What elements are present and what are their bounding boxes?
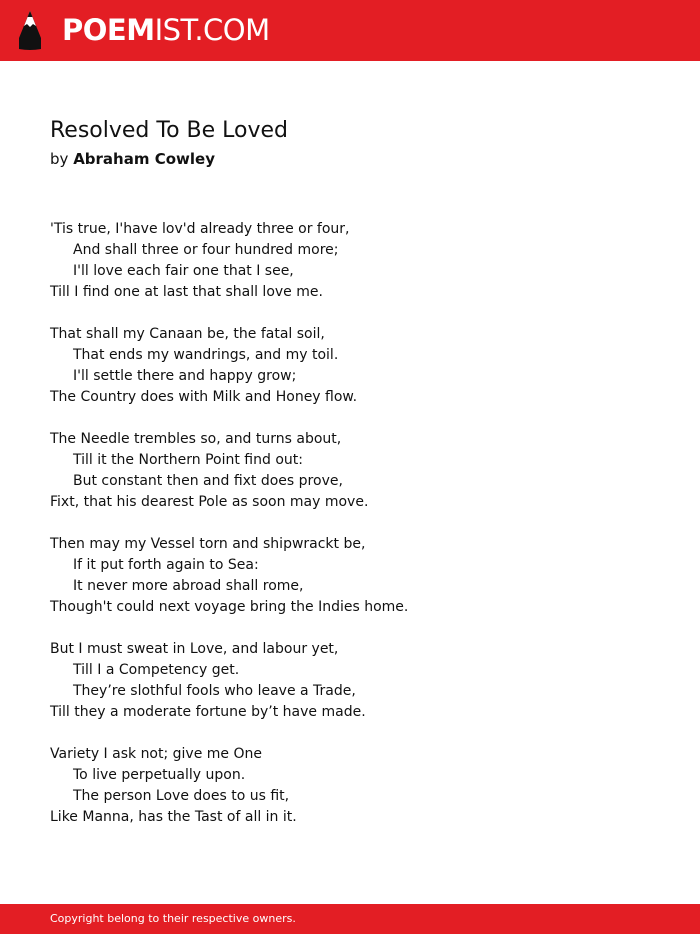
site-header [0, 0, 700, 61]
author-name: Abraham Cowley [73, 150, 215, 168]
poem-line: I'll love each fair one that I see, [73, 263, 294, 279]
poem-body [50, 219, 670, 849]
copyright-notice: Copyright belong to their respective owners. [50, 912, 296, 925]
poem-line: Till it the Northern Point find out: [73, 452, 303, 468]
site-footer [0, 904, 700, 934]
pencil-tip-icon [18, 10, 42, 51]
logo-brand-bold: POEM [62, 13, 155, 47]
poem-line: Variety I ask not; give me One [50, 746, 262, 762]
poem-line: Like Manna, has the Tast of all in it. [50, 809, 297, 825]
by-label: by [50, 150, 69, 168]
poem-line: Till I a Competency get. [73, 662, 240, 678]
poem-line: But I must sweat in Love, and labour yet, [50, 641, 339, 657]
poem-line: Till they a moderate fortune by’t have made. [50, 704, 366, 720]
poem-line: The person Love does to us fit, [73, 788, 290, 804]
poem-line: Till I find one at last that shall love me. [50, 284, 323, 300]
site-logo[interactable] [62, 12, 270, 48]
poem-line: And shall three or four hundred more; [73, 242, 339, 258]
logo-brand-light: IST.COM [154, 13, 270, 47]
poem-line: That shall my Canaan be, the fatal soil, [50, 326, 325, 342]
poem-byline [50, 149, 215, 169]
poem-line: The Country does with Milk and Honey flow. [50, 389, 358, 405]
poem-line: Then may my Vessel torn and shipwrackt be, [50, 536, 366, 552]
stanza [50, 744, 670, 828]
poem-line: The Needle trembles so, and turns about, [50, 431, 342, 447]
stanza [50, 639, 670, 723]
poem-line: Fixt, that his dearest Pole as soon may move. [50, 494, 369, 510]
poem-line: It never more abroad shall rome, [73, 578, 304, 594]
stanza [50, 219, 670, 303]
poem-line: I'll settle there and happy grow; [73, 368, 297, 384]
poem-line: They’re slothful fools who leave a Trade, [73, 683, 356, 699]
stanza [50, 429, 670, 513]
poem-line: If it put forth again to Sea: [73, 557, 259, 573]
poem-line: That ends my wandrings, and my toil. [73, 347, 339, 363]
poem-line: To live perpetually upon. [73, 767, 246, 783]
stanza [50, 534, 670, 618]
poem-line: Though't could next voyage bring the Indies home. [50, 599, 409, 615]
poem-title: Resolved To Be Loved [50, 118, 289, 143]
poem-line: 'Tis true, I'have lov'd already three or four, [50, 221, 350, 237]
stanza [50, 324, 670, 408]
poem-line: But constant then and fixt does prove, [73, 473, 343, 489]
